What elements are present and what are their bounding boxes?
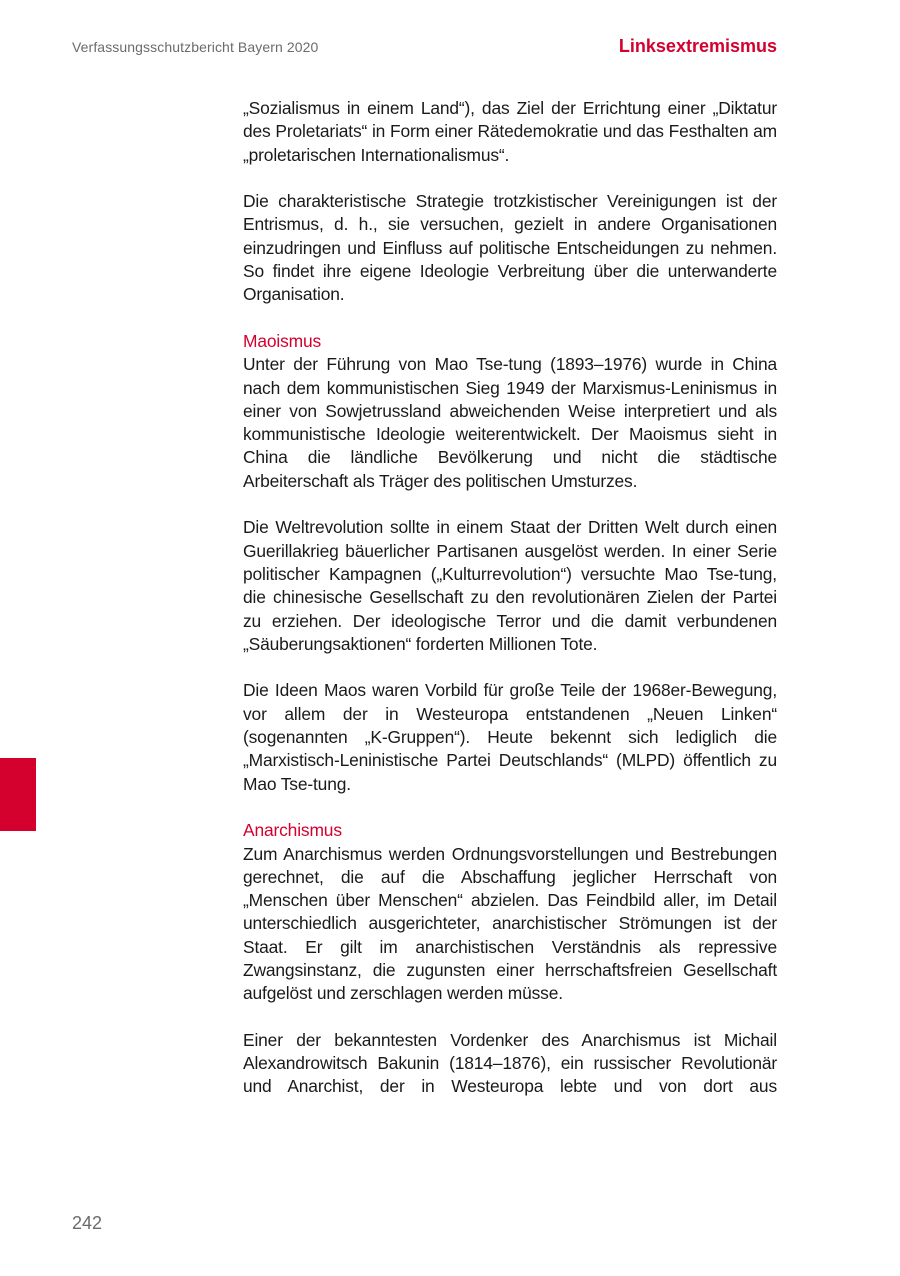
- paragraph: „Sozialismus in einem Land“), das Ziel der Errichtung einer „Diktatur des Proletariats“ in Form einer Rätedemokratie und das Festhalten am „proletarischen Internationalismus“.: [243, 98, 777, 165]
- section-heading-anarchismus: Anarchismus: [243, 820, 342, 841]
- paragraph: Einer der bekanntesten Vordenker des Anarchismus ist Michail Alexandrowitsch Bakunin (1814–1876), ein russischer Revolutionär und Anarchist, der in Westeuropa lebte und von dort aus: [243, 1029, 777, 1097]
- paragraph: Unter der Führung von Mao Tse-tung (1893–1976) wurde in China nach dem kommunistischen Sieg 1949 der Marxismus-Leninismus in einer von Sowjetrussland abweichenden Weise interpretiert und als kommunistische Ideologie weiterentwickelt. Der Maoismus sieht in China die ländliche Bevölkerung und nicht die städtische Arbeiterschaft als Träger des politischen Umsturzes.: [243, 354, 777, 491]
- chapter-title: Linksextremismus: [618, 36, 777, 56]
- paragraph: Die Weltrevolution sollte in einem Staat der Dritten Welt durch einen Guerillakrieg bäuerlicher Partisanen ausgelöst werden. In einer Serie politischer Kampagnen („Kulturrevolution“) versuchte Mao Tse-tung, die chinesische Gesellschaft zu den revolutionären Zielen der Partei zu erziehen. Der ideologische Terror und die damit verbundenen „Säuberungsaktionen“ forderten Millionen Tote.: [243, 517, 777, 654]
- main-text: [243, 97, 777, 1099]
- paragraph: Die Ideen Maos waren Vorbild für große Teile der 1968er-Bewegung, vor allem der in Westeuropa entstandenen „Neuen Linken“ (sogenannten „K-Gruppen“). Heute bekennt sich lediglich die „Marxistisch-Leninistische Partei Deutschlands“ (MLPD) öffentlich zu Mao Tse-tung.: [243, 680, 777, 794]
- paragraph: Die charakteristische Strategie trotzkistischer Vereinigungen ist der Entrismus, d. h., sie versuchen, gezielt in andere Organisationen einzudringen und Einfluss auf politische Entscheidungen zu nehmen. So findet ihre eigene Ideologie Verbreitung über die unterwanderte Organisation.: [243, 191, 777, 305]
- chapter-tab-marker: [0, 758, 36, 831]
- page-number: 242: [72, 1213, 103, 1233]
- publication-title: Verfassungsschutzbericht Bayern 2020: [72, 39, 319, 55]
- paragraph: Zum Anarchismus werden Ordnungsvorstellungen und Bestrebungen gerechnet, die auf die Abschaffung jeglicher Herrschaft von „Menschen über Menschen“ abzielen. Das Feindbild aller, im Detail unterschiedlich ausgerichteter, anarchistischer Strömungen ist der Staat. Er gilt im anarchistischen Verständnis als repressive Zwangsinstanz, die zugunsten einer herrschaftsfreien Gesellschaft aufgelöst und zerschlagen werden müsse.: [243, 843, 777, 1004]
- section-heading-maoismus: Maoismus: [243, 330, 322, 351]
